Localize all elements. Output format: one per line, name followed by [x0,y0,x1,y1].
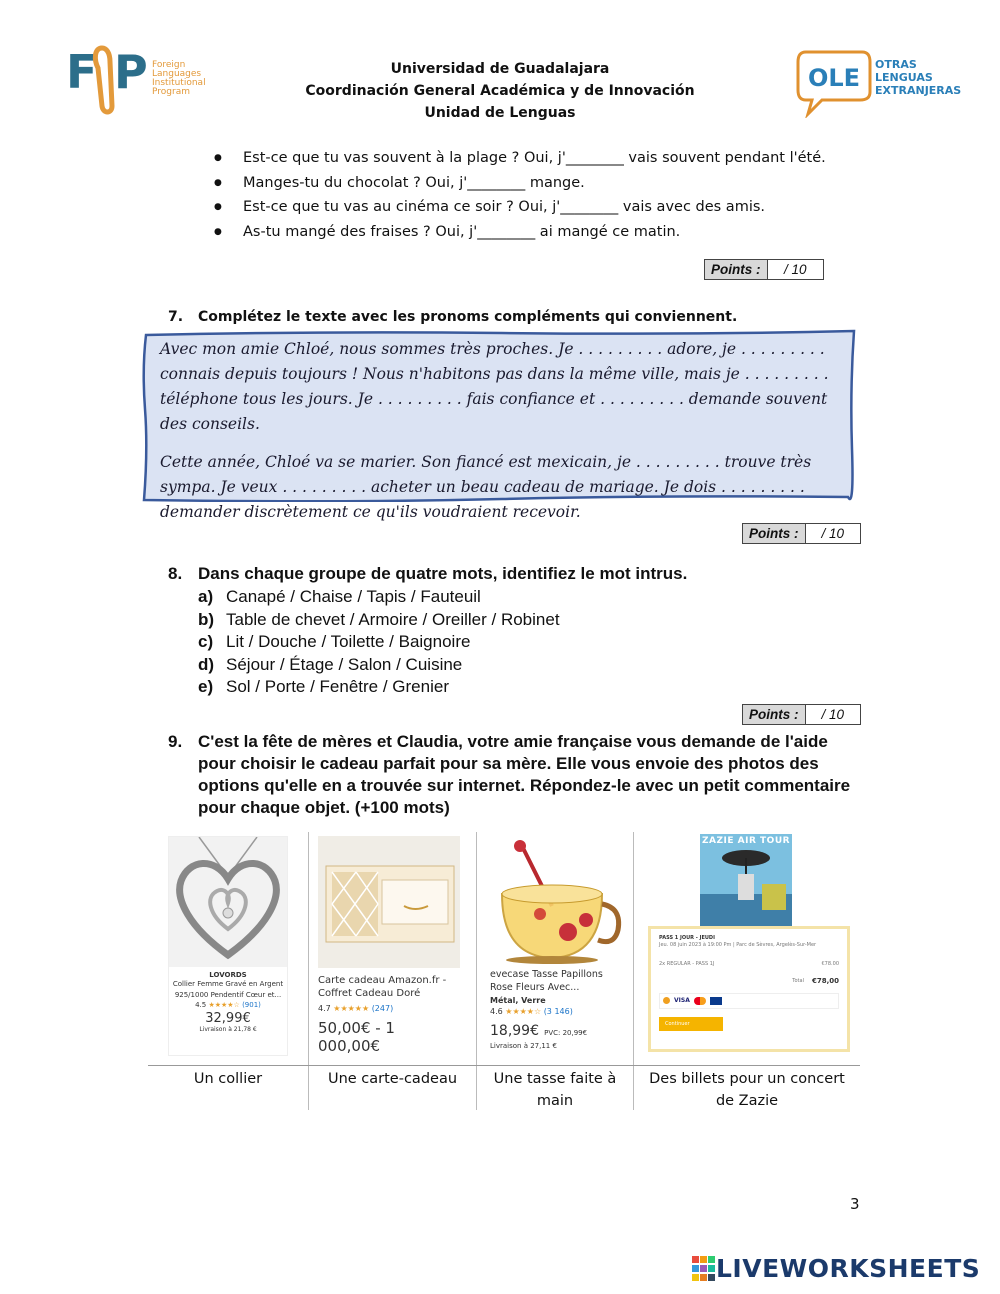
institution-header: Universidad de Guadalajara Coordinación General Académica y de Innovación Unidad de Lenguas [305,61,695,121]
gift-options-table [148,832,860,1110]
caption-cup: Une tasse faite à main [493,1071,617,1109]
list-item[interactable]: b) Table de chevet / Armoire / Oreiller / Robinet [198,609,560,629]
q7-paragraph-2[interactable]: Cette année, Chloé va se marier. Son fiancé est mexicain, je . . . . . . . . . trouve très sympa. Je veux . . . . . . . . . acheter un beau cadeau de mariage. Je dois . . . . . . . . . demander discrètement ce qu'ils voudraient recevoir. [160,453,812,521]
ole-subtitle: OTRAS LENGUAS EXTRANJERAS [875,58,962,97]
list-item: ● As-tu mangé des fraises ? Oui, j'________ ai mangé ce matin. [214,220,854,245]
svg-text:F: F [66,45,98,99]
list-item[interactable]: c) Lit / Douche / Toilette / Baignoire [198,632,471,651]
list-item[interactable]: a) Canapé / Chaise / Tapis / Fauteuil [198,587,481,606]
list-item[interactable]: d) Séjour / Étage / Salon / Cuisine [198,654,463,674]
payment-icons [659,993,839,1009]
continue-button[interactable]: Continuer [659,1017,723,1031]
list-item[interactable]: e) Sol / Porte / Fenêtre / Grenier [198,677,449,696]
zazie-poster-image: ZAZIE AIR TOUR [700,834,792,926]
rating-stars: 4.6 ★★★★☆ (3 146) [490,1007,573,1016]
points-box-q8: Points : / 10 [742,704,861,725]
caption-tickets: Des billets pour un concert de Zazie [649,1071,845,1109]
points-box-q7: Points : / 10 [742,523,861,544]
coin-icon [663,997,670,1004]
visa-icon: VISA [674,997,690,1004]
mastercard-icon [694,997,706,1005]
points-field[interactable]: / 10 [821,526,845,541]
product-card-gift-card[interactable]: Carte cadeau Amazon.fr - Coffret Cadeau Doré 4.7 ★★★★★ (247) 50,00€ - 1 000,00€ [318,836,460,1056]
ticket-summary: PASS 1 JOUR - JEUDI Jeu. 08 juin 2023 à 19:00 Pm | Parc de Sèvres, Argelès-Sur-Mer 2x REGULAR - PASS 1J €78.00 Total €78,00 VISA Continuer [648,926,850,1052]
necklace-image [169,837,287,967]
liveworksheets-icon [692,1256,716,1282]
svg-text:P: P [114,45,148,99]
gift-box-image [318,836,460,968]
q8-title: 8. Dans chaque groupe de quatre mots, identifiez le mot intrus. [168,564,688,583]
product-card-cup[interactable]: evecase Tasse Papillons Rose Fleurs Avec... Métal, Verre 4.6 ★★★★☆ (3 146) 18,99€ PVC: 20,99€ Livraison à 27,11 € [490,836,624,1062]
q6-bullet-list [214,146,854,244]
rating-stars: 4.5 ★★★★☆ (901) [195,1001,261,1009]
q7-text [160,337,840,538]
svg-text:OLE: OLE [807,64,861,92]
cup-image [490,836,624,964]
caption-gift-card: Une carte-cadeau [327,1071,458,1087]
product-card-tickets[interactable] [640,832,852,1058]
caption-necklace: Un collier [193,1071,263,1087]
page-number: 3 [850,1195,860,1213]
list-item: ● Manges-tu du chocolat ? Oui, j'________ mange. [214,171,854,196]
points-box-q6: Points : / 10 [704,259,824,280]
maestro-icon [710,997,722,1005]
product-card-necklace[interactable]: LOVORDS Collier Femme Gravé en Argent 925/1000 Pendentif Cœur et... 4.5 ★★★★☆ (901) 32,99€ Livraison à 21,78 € [168,836,288,1056]
q7-paragraph-1[interactable]: Avec mon amie Chloé, nous sommes très proches. Je . . . . . . . . . adore, je . . . . . . . . . connais depuis toujours ! Nous n'habitons pas dans la même ville, mais je . . . . . . . . . téléphone tous les jours. Je . . . . . . . . . fais confiance et . . . . . . . . . demande souvent des conseils. [160,340,829,433]
liveworksheets-logo: LIVEWORKSHEETS [692,1254,980,1283]
flip-subtitle: Foreign Languages Institutional Program [152,60,206,97]
list-item: ● Est-ce que tu vas au cinéma ce soir ? Oui, j'________ vais avec des amis. [214,195,854,220]
list-item: ● Est-ce que tu vas souvent à la plage ? Oui, j'________ vais souvent pendant l'été. [214,146,854,171]
q9-title: 9. C'est la fête de mères et Claudia, votre amie française vous demande de l'aide pour choisir le cadeau parfait pour sa mère. Elle vous envoie des photos des options qu'elle en a trouvée sur internet. Répondez-le avec un petit commentaire pour chaque objet. (+100 mots) [168,732,851,817]
rating-stars: 4.7 ★★★★★ (247) [318,1004,394,1013]
points-field[interactable]: / 10 [821,707,845,722]
q7-title: 7. Complétez le texte avec les pronoms compléments qui conviennent. [168,309,738,325]
q8-section [168,562,888,699]
points-field[interactable]: / 10 [783,262,807,277]
